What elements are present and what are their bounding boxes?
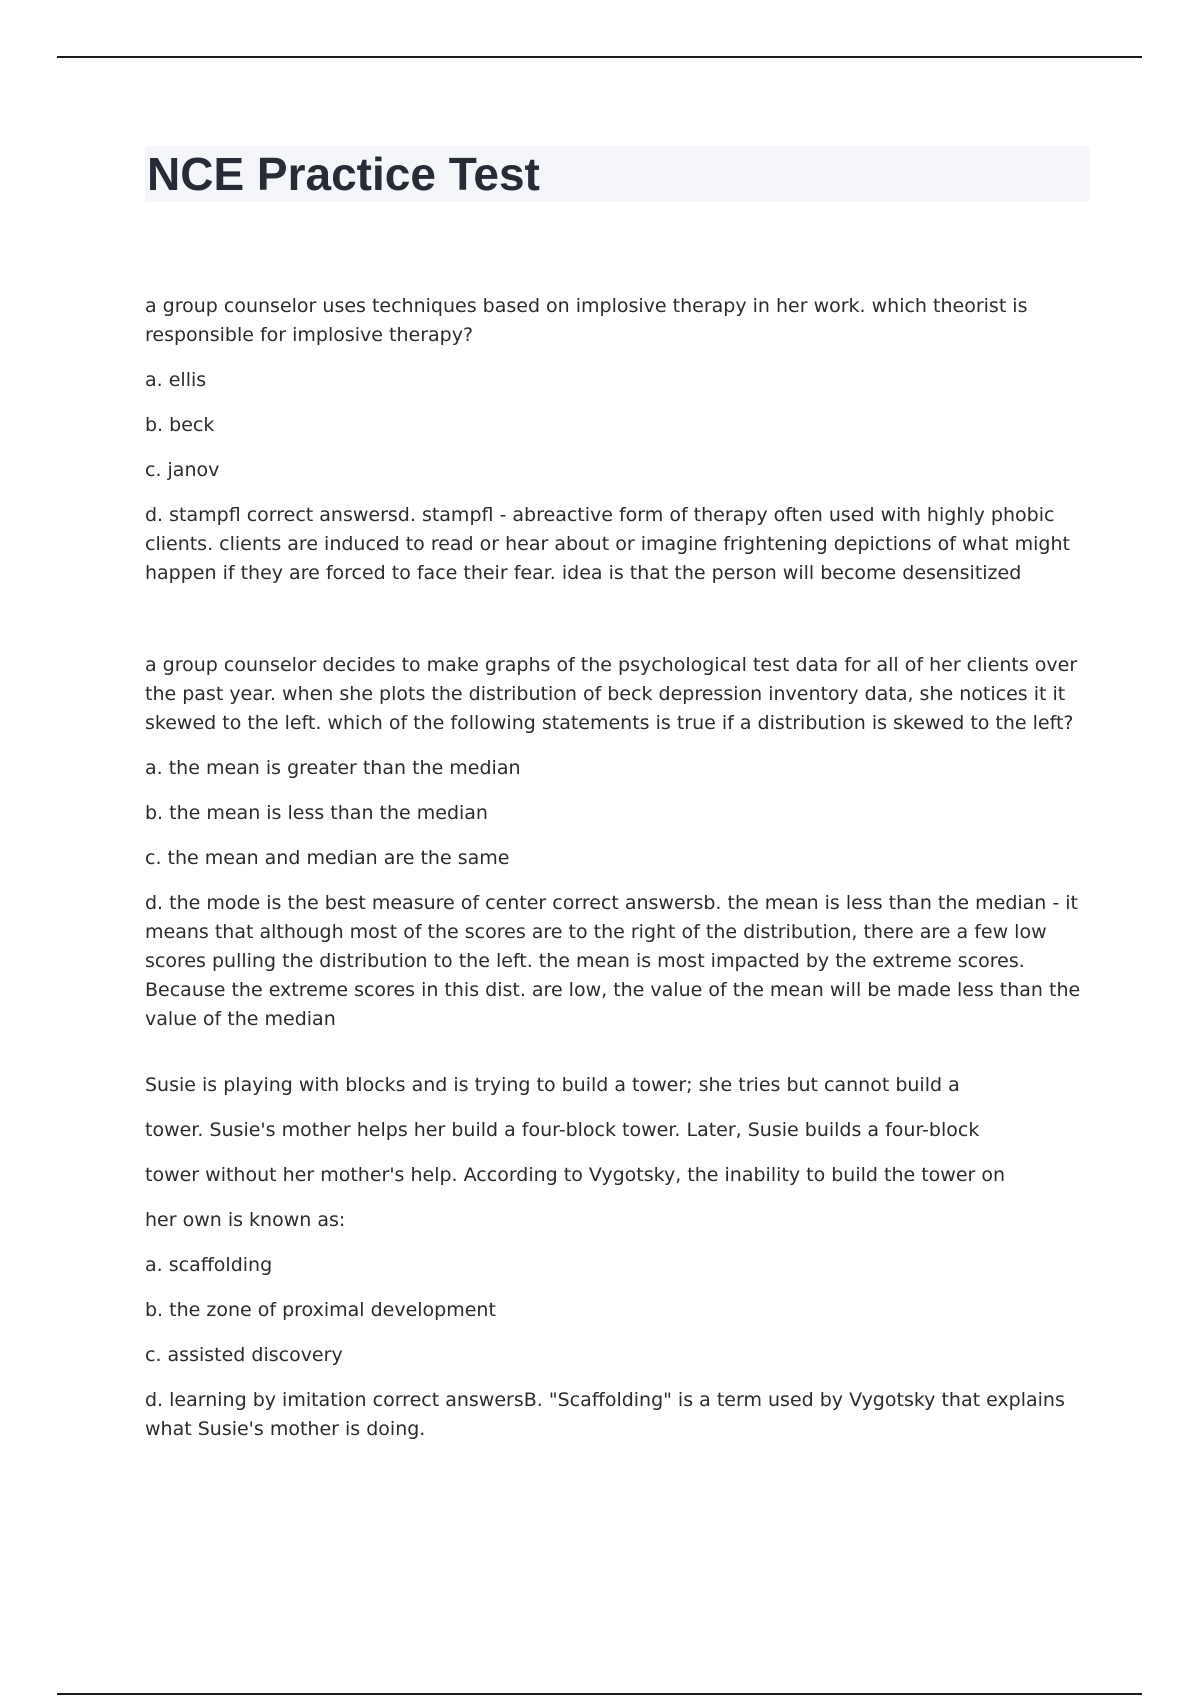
answer-option-d: d. learning by imitation correct answersB. "Scaffolding" is a term used by Vygotsky that explains what Susie's mother is doing. [145, 1389, 1065, 1440]
answer-option-c: c. the mean and median are the same [145, 847, 510, 869]
question-2 [145, 651, 1090, 1034]
answer-option-c: c. janov [145, 459, 220, 481]
question-stem: a group counselor decides to make graphs of the psychological test data for all of her clients over the past year. when she plots the distribution of beck depression inventory data, she notices it it skewed to the left. which of the following statements is true if a distribution is skewed to the left? [145, 654, 1078, 734]
answer-option-c: c. assisted discovery [145, 1344, 343, 1366]
answer-option-a: a. scaffolding [145, 1254, 273, 1276]
question-1 [145, 292, 1090, 588]
answer-option-d: d. the mode is the best measure of center correct answersb. the mean is less than the median - it means that although most of the scores are to the right of the distribution, there are a few low scores pulling the distribution to the left. the mean is most impacted by the extreme scores. Because the extreme scores in this dist. are low, the value of the mean will be made less than the value of the median [145, 892, 1081, 1030]
answer-option-a: a. the mean is greater than the median [145, 757, 521, 779]
answer-option-d: d. stampfl correct answersd. stampfl - abreactive form of therapy often used with highly phobic clients. clients are induced to read or hear about or imagine frightening depictions of what might happen if they are forced to face their fear. idea is that the person will become desensitized [145, 504, 1070, 584]
question-stem-line: her own is known as: [145, 1209, 346, 1231]
question-3 [145, 1071, 1090, 1444]
question-stem-line: Susie is playing with blocks and is trying to build a tower; she tries but cannot build a [145, 1074, 960, 1096]
top-rule [57, 56, 1142, 58]
answer-option-a: a. ellis [145, 369, 207, 391]
title-block [145, 146, 1090, 202]
answer-option-b: b. the mean is less than the median [145, 802, 488, 824]
answer-option-b: b. the zone of proximal development [145, 1299, 496, 1321]
question-stem: a group counselor uses techniques based on implosive therapy in her work. which theorist is responsible for implosive therapy? [145, 295, 1028, 346]
bottom-rule [57, 1693, 1142, 1695]
question-stem-line: tower without her mother's help. According to Vygotsky, the inability to build the tower on [145, 1164, 1006, 1186]
answer-option-b: b. beck [145, 414, 215, 436]
page-title: NCE Practice Test [147, 148, 540, 200]
question-stem-line: tower. Susie's mother helps her build a four-block tower. Later, Susie builds a four-block [145, 1119, 980, 1141]
